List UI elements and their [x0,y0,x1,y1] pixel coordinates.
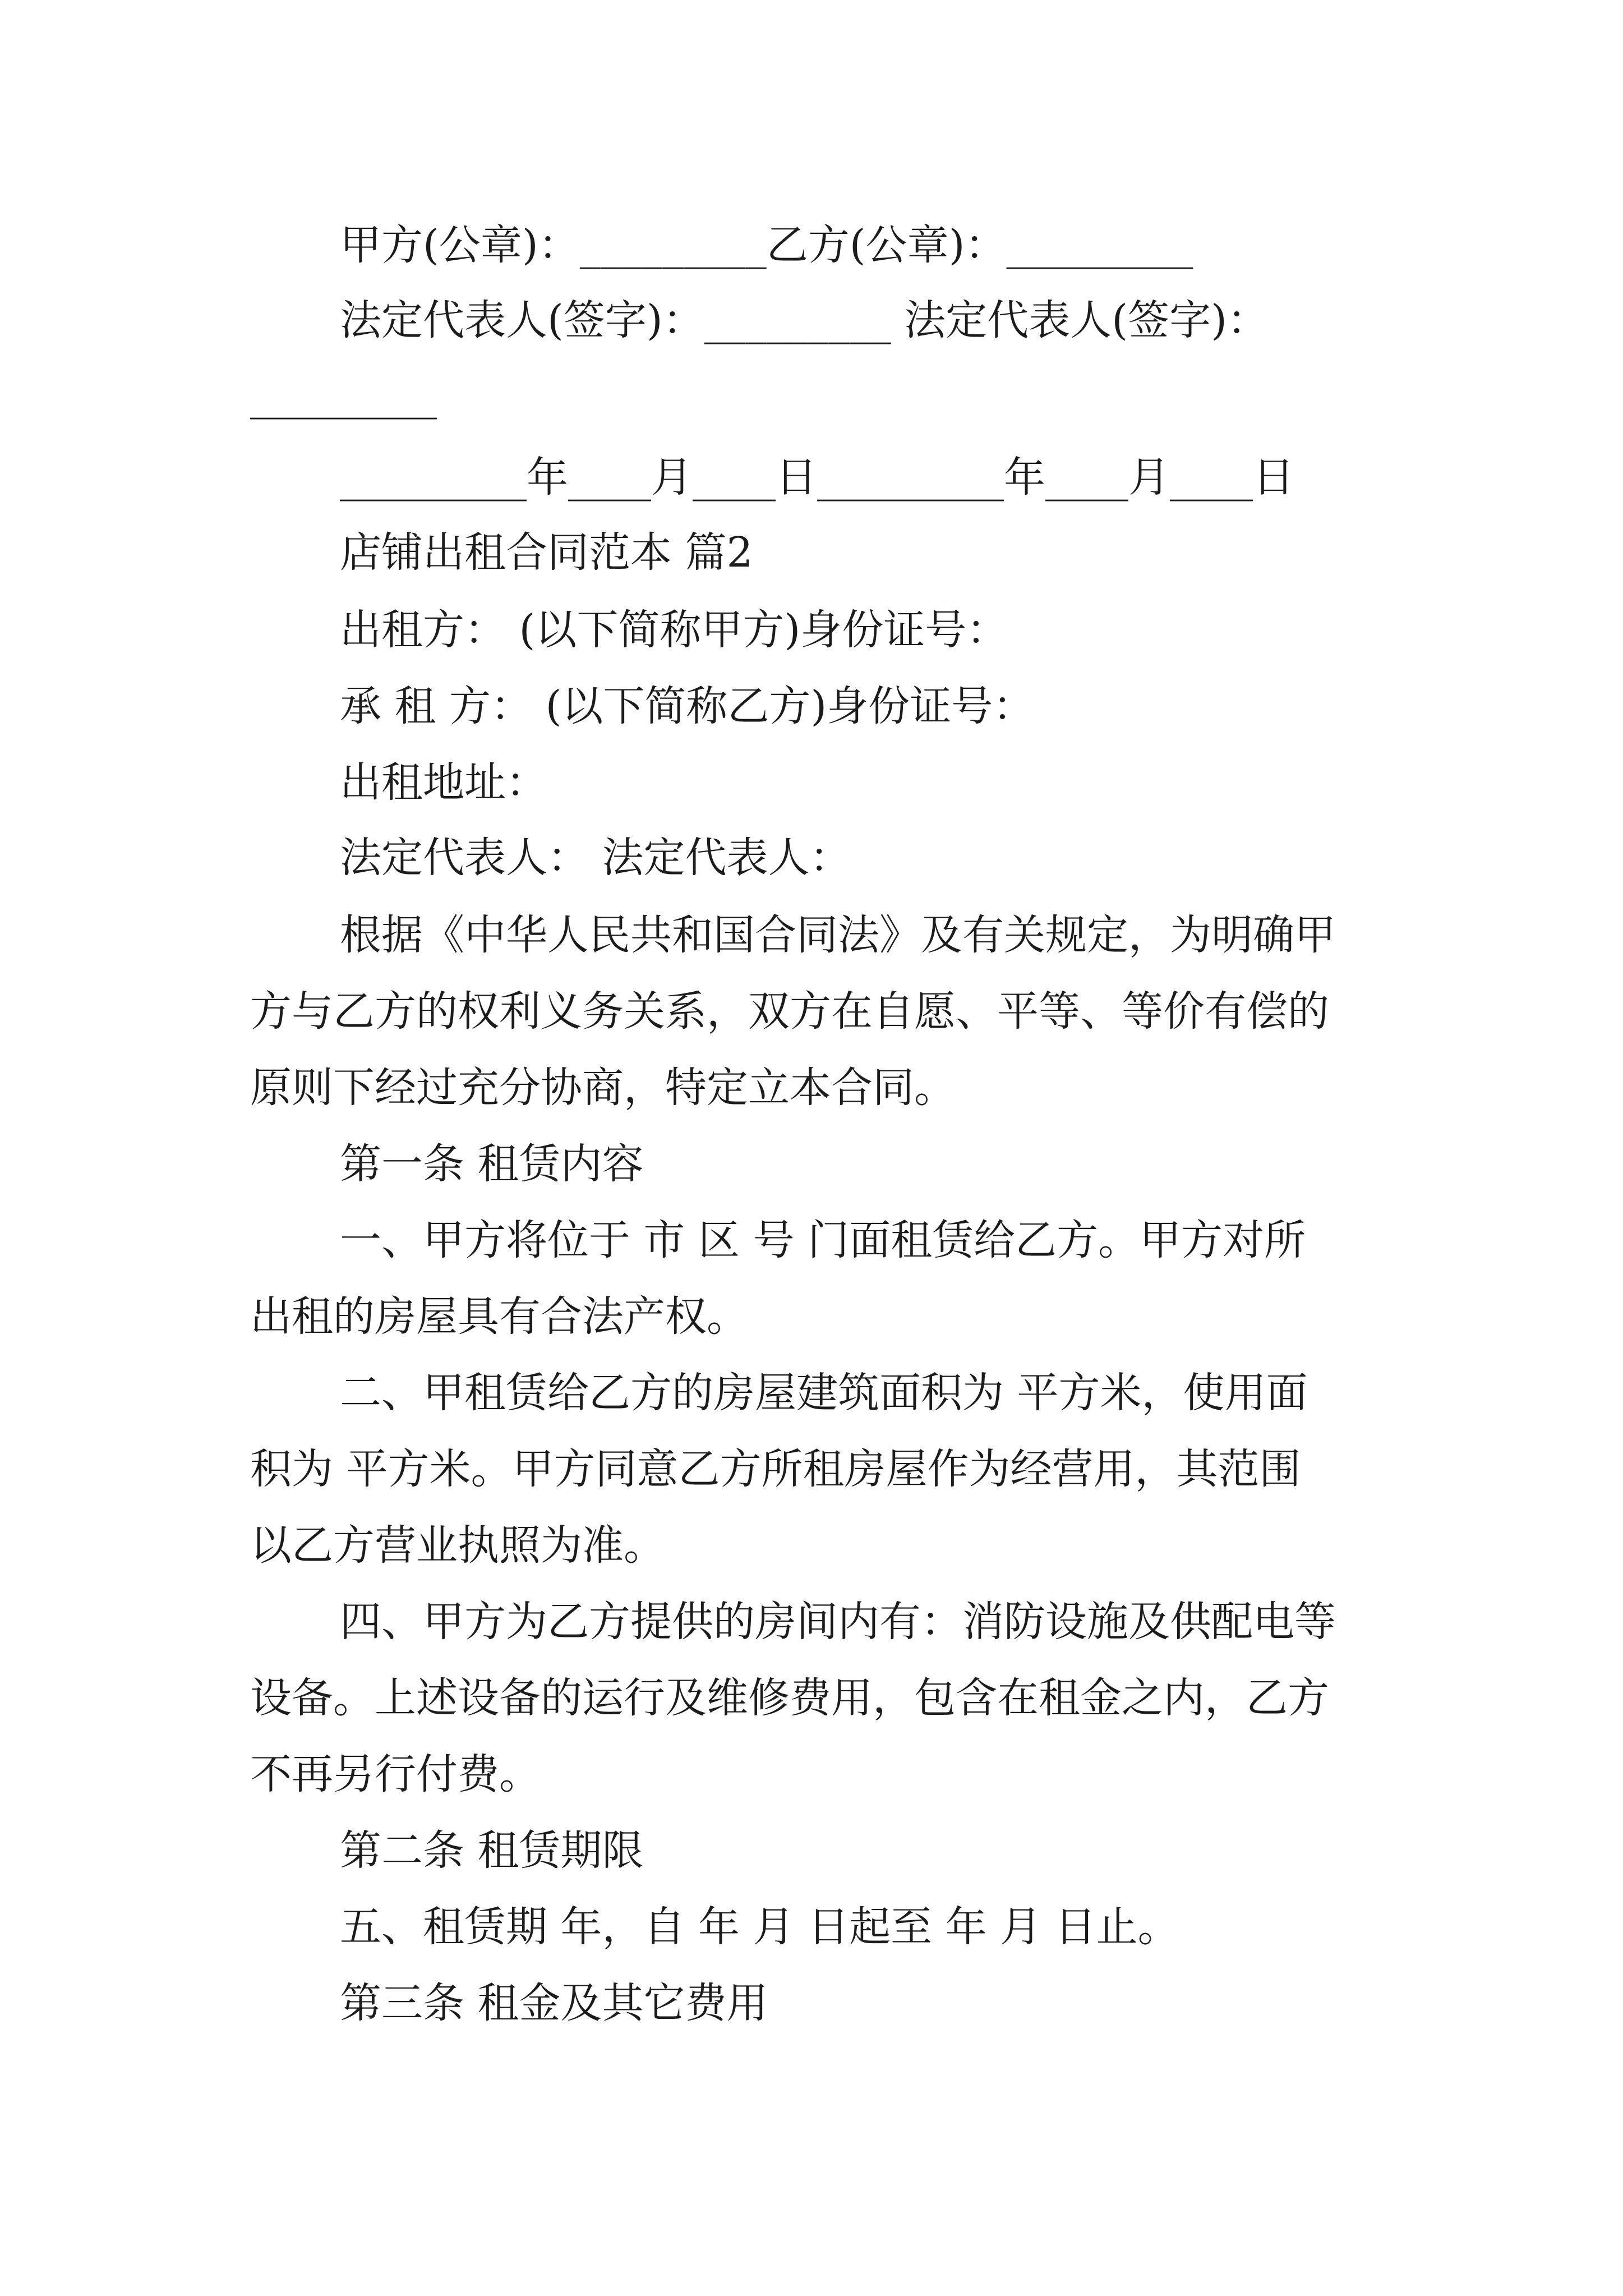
article-2-heading: 第二条 租赁期限 [340,1826,644,1875]
date-line: _________年____月____日_________年____月____日 [340,453,1294,501]
clause-4-line-1: 四、甲方为乙方提供的房间内有：消防设施及供配电等 [340,1598,1336,1646]
article-3-heading: 第三条 租金及其它费用 [340,1979,768,2027]
lessor-line: 出租方： (以下简称甲方)身份证号： [340,606,1008,654]
lessee-line: 承 租 方： (以下简称乙方)身份证号： [340,682,1035,730]
clause-1-line-2: 出租的房屋具有合法产权。 [250,1292,748,1341]
address-line: 出租地址： [340,758,547,807]
clause-2-line-1: 二、甲租赁给乙方的房屋建筑面积为 平方米，使用面 [340,1369,1308,1417]
clause-1-line-1: 一、甲方将位于 市 区 号 门面租赁给乙方。甲方对所 [340,1216,1306,1264]
preamble-line-1: 根据《中华人民共和国合同法》及有关规定，为明确甲 [340,911,1336,959]
seal-line: 甲方(公章)：_________乙方(公章)：_________ [340,221,1193,269]
preamble-line-3: 原则下经过充分协商，特定立本合同。 [250,1064,956,1112]
contract-title: 店铺出租合同范本 篇2 [340,528,753,577]
representative-signature-blank: _________ [250,371,437,420]
clause-4-line-3: 不再另行付费。 [250,1750,541,1798]
clause-2-line-3: 以乙方营业执照为准。 [250,1521,665,1570]
article-1-heading: 第一条 租赁内容 [340,1140,644,1188]
clause-2-line-2: 积为 平方米。甲方同意乙方所租房屋作为经营用，其范围 [250,1445,1301,1493]
preamble-line-2: 方与乙方的权利义务关系，双方在自愿、平等、等价有偿的 [250,987,1329,1036]
clause-5-line: 五、租赁期 年，自 年 月 日起至 年 月 日止。 [340,1903,1179,1951]
clause-4-line-2: 设备。上述设备的运行及维修费用，包含在租金之内，乙方 [250,1674,1329,1722]
representatives-line: 法定代表人： 法定代表人： [340,834,851,882]
representative-signature-line: 法定代表人(签字)：_________ 法定代表人(签字)： [340,296,1269,344]
